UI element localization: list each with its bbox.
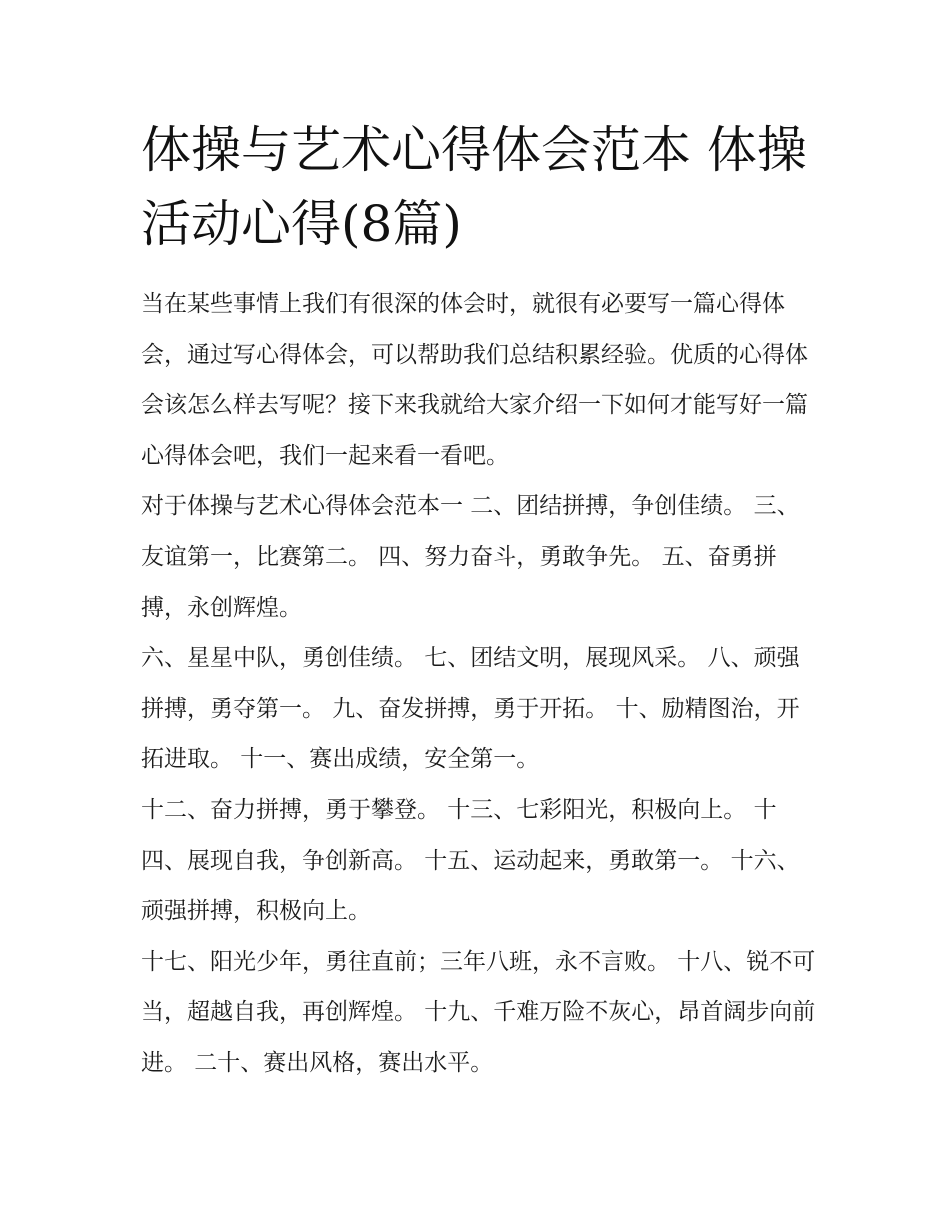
slogan-paragraph-1: 对于体操与艺术心得体会范本一 二、团结拼搏，争创佳绩。 三、友谊第一，比赛第二。 四、努力奋斗，勇敢争先。 五、奋勇拼搏，永创辉煌。 [141,493,800,621]
document-page [141,113,821,1089]
slogan-paragraph-4: 十七、阳光少年，勇往直前；三年八班，永不言败。 十八、锐不可当，超越自我，再创辉煌。 十九、千难万险不灰心，昂首阔步向前进。 二十、赛出风格，赛出水平。 [141,948,816,1076]
slogan-paragraph-3: 十二、奋力拼搏，勇于攀登。 十三、七彩阳光，积极向上。 十四、展现自我，争创新高。 十五、运动起来，勇敢第一。 十六、顽强拼搏，积极向上。 [141,796,800,925]
intro-paragraph: 当在某些事情上我们有很深的体会时，就很有必要写一篇心得体会，通过写心得体会，可以帮助我们总结积累经验。优质的心得体会该怎么样去写呢？接下来我就给大家介绍一下如何才能写好一篇心得体会吧，我们一起来看一看吧。 [141,291,808,469]
document-title: 体操与艺术心得体会范本 体操活动心得(8篇) [141,121,807,253]
document-body [141,279,821,1089]
slogan-paragraph-2: 六、星星中队，勇创佳绩。 七、团结文明，展现风采。 八、顽强拼搏，勇夺第一。 九、奋发拼搏，勇于开拓。 十、励精图治，开拓进取。 十一、赛出成绩，安全第一。 [141,645,800,773]
